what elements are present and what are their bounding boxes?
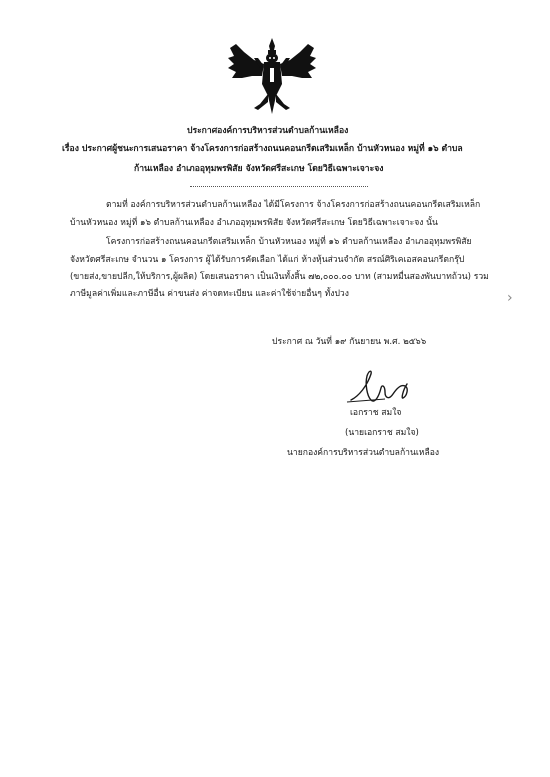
- announce-date: ประกาศ ณ วันที่ ๑๙ กันยายน พ.ศ. ๒๕๖๖: [272, 337, 427, 347]
- separator-rule: [190, 186, 368, 187]
- body-line-2: บ้านหัวหนอง หมู่ที่ ๑๖ ตำบลก้านเหลือง อำเภออุทุมพรพิสัย จังหวัดศรีสะเกษ โดยวิธีเฉพาะเจาะจง นั้น: [70, 218, 438, 228]
- signer-short-name: เอกราช สมใจ: [350, 408, 402, 418]
- body-line-5: (ขายส่ง,ขายปลีก,ให้บริการ,ผู้ผลิต) โดยเสนอราคา เป็นเงินทั้งสิ้น ๗๒,๐๐๐.๐๐ บาท (สามหมื่นสองพันบาทถ้วน) รวม: [70, 272, 489, 282]
- body-line-3: โครงการก่อสร้างถนนคอนกรีตเสริมเหล็ก บ้านหัวหนอง หมู่ที่ ๑๖ ตำบลก้านเหลือง อำเภออุทุมพรพิสัย: [106, 237, 472, 247]
- body-line-6: ภาษีมูลค่าเพิ่มและภาษีอื่น ค่าขนส่ง ค่าจดทะเบียน และค่าใช้จ่ายอื่นๆ ทั้งปวง: [70, 289, 349, 299]
- signer-title: นายกองค์การบริหารส่วนตำบลก้านเหลือง: [287, 448, 440, 458]
- body-line-1: ตามที่ องค์การบริหารส่วนตำบลก้านเหลือง ได้มีโครงการ จ้างโครงการก่อสร้างถนนคอนกรีตเสริมเหล็ก: [106, 200, 481, 210]
- signature: [345, 366, 417, 406]
- signer-full-name: (นายเอกราช สมใจ): [345, 428, 419, 438]
- subject-line-2: ก้านเหลือง อำเภออุทุมพรพิสัย จังหวัดศรีสะเกษ โดยวิธีเฉพาะเจาะจง: [134, 164, 384, 174]
- garuda-emblem-icon: [224, 36, 320, 116]
- subject-line-1: เรื่อง ประกาศผู้ชนะการเสนอราคา จ้างโครงการก่อสร้างถนนคอนกรีตเสริมเหล็ก บ้านหัวหนอง หมู่ที่ ๑๖ ตำบล: [62, 144, 463, 154]
- body-line-4: จังหวัดศรีสะเกษ จำนวน ๑ โครงการ ผู้ได้รับการคัดเลือก ได้แก่ ห้างหุ้นส่วนจำกัด สรณ์ศิริเคเอสคอนกรีตกรุ๊ป: [70, 255, 465, 265]
- org-heading: ประกาศองค์การบริหารส่วนตำบลก้านเหลือง: [187, 126, 349, 136]
- chevron-right-icon[interactable]: ›: [507, 290, 513, 306]
